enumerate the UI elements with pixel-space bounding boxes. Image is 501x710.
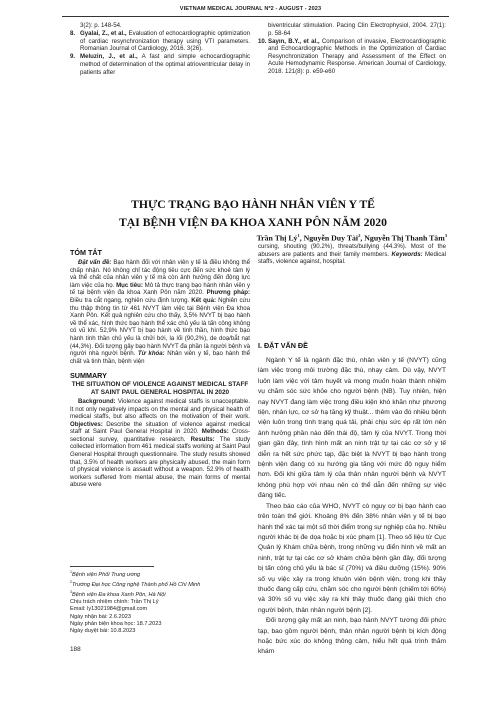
journal-running-header: VIETNAM MEDICAL JOURNAL Nº2 - AUGUST - 2023 xyxy=(179,6,322,12)
abstract-paragraph-vi xyxy=(70,259,250,365)
affiliation-marker: 3 xyxy=(444,233,447,238)
received-date: Ngày nhận bài: 2.6.2023 xyxy=(70,613,131,620)
abstract-text: Điều tra cắt ngang, nghiên cứu định lượng. xyxy=(70,296,190,304)
abstract-label: Kết quả: xyxy=(191,296,217,304)
summary-text: Cross-sectional survey, quantitative research. xyxy=(70,428,250,443)
abstract-label: Phương pháp: xyxy=(206,289,250,297)
summary-text: Describe the situation of violence against medical staff at Saint Paul General Hospital in 2020. xyxy=(70,420,250,436)
summary-label: Methods: xyxy=(201,428,229,436)
reference-authors: Sayın, B.Y., et al., xyxy=(268,37,320,45)
body-paragraph: Đối tượng gây mất an ninh, bạo hành NVYT tương đối phức tạp, bao gồm người bệnh, thân nhân người bệnh bị kích động hoặc bức xúc do không thông cảm, hiểu hết quá trình thăm khám xyxy=(258,617,446,656)
summary-label: Keywords: xyxy=(391,250,423,258)
affiliation-footnote: $^2$Trường Đại học Công nghệ Thành phố Hồ Chí Minh xyxy=(70,580,201,588)
accepted-date: Ngày duyệt bài: 10.8.2023 xyxy=(70,628,136,634)
summary-text: Violence against medical staffs is unacceptable. It not only negatively impacts on the mental and physical health of medical staffs, but also affects on the motivation of their work. xyxy=(70,397,250,421)
corresponding-author: Chịu trách nhiệm chính: Trần Thị Lý xyxy=(70,599,159,606)
author-line xyxy=(257,233,447,243)
header-rule xyxy=(62,16,449,17)
summary-label: Objectives: xyxy=(70,420,103,428)
abstract-text: Mô tả thực trạng bạo hành nhân viên y tế tại bệnh viện đa khoa Xanh Pôn năm 2020. xyxy=(70,281,251,297)
reference-number: 10. xyxy=(258,37,267,45)
references-right-column xyxy=(258,22,446,76)
summary-paragraph xyxy=(70,398,250,489)
body-paragraph: Ngành Y tế là ngành đặc thù, nhân viên y tế (NVYT) cũng làm việc trong môi trường đặc thù, nhạy cảm. Dù vậy, NVYT luôn làm việc với tâm huyết và mong muốn hoàn thành nhiệm vụ chăm sóc sức khỏe cho người bệnh (NB). Tuy nhiên, hiện nay NVYT đang làm việc trong điều kiện khó khăn như phương tiện, nhân lực, cơ sở hạ tầng kỹ thuật... thêm vào đó nhiều bệnh viện luôn trong tình trạng quá tải, phải chịu sức ép rất lớn nên ảnh hưởng phần nào đến thái độ, tâm lý của NVYT. Trong thời gian gần đây, tình hình mất an ninh trật tự tại các cơ sở y tế diễn ra hết sức phức tạp, đặc biệt là NVYT bị bạo hành trong bệnh viện đang có xu hướng gia tăng với mức độ nguy hiểm hơn. Đối khi giữa tâm lý của thân nhân người bệnh và NVYT không phù hợp với nhau nên có thể dẫn đến những sự việc đáng tiếc. xyxy=(258,357,446,500)
abstract-text: Nghiên cứu thu thập thông tin từ 461 NVYT làm việc tại Bệnh viện Đa khoa Xanh Pôn. Kết quả nghiên cứu cho thấy, 3,5% NVYT bị bạo hành về thể xác, hình thức bạo hành thể xác chủ yếu là tấn công không có vũ khí. 52,9% NVYT bị bạo hành về tinh thần, hình thức bạo hành tinh thần chủ yếu là chửi bới, la lối (90,2%), de doạ/bắt nạt (44,3%). Đối tượng gây bạo hành NVYT đa phần là người bệnh và người nhà người bệnh. xyxy=(70,296,251,358)
reference-text: A fast and simple echocardiographic method of determination of the optimal atrioventricular delay in patients after xyxy=(80,53,250,76)
review-date: Ngày phản biện khoa học: 18.7.2023 xyxy=(70,620,162,627)
reference-authors: Meluzin, J., et al., xyxy=(80,53,138,61)
summary-text: cursing, shouting (90.2%), threats/bullying (44.3%). Most of the abusers are patients and their family members. xyxy=(258,243,446,258)
affiliation-marker: 1 xyxy=(297,233,300,238)
summary-text: Medical staffs, violence against, hospital. xyxy=(258,250,446,266)
footnotes xyxy=(70,569,250,635)
abstract-column xyxy=(70,248,250,489)
reference-text: 3(2): p. 148-54. xyxy=(80,22,122,29)
article-title-line-2: TẠI BỆNH VIỆN ĐA KHOA XANH PÔN NĂM 2020 xyxy=(119,215,387,229)
author-name: Trần Thị Lý xyxy=(256,233,298,243)
abstract-text: Bạo hành đối với nhân viên y tế là điều không thể chấp nhận. Nó không chỉ tác động tiêu cực đến sức khoẻ tâm lý và thể chất của nhân viên y tế mà còn ảnh hưởng đến động lực làm việc của họ. xyxy=(70,259,250,289)
reference-number: 9. xyxy=(70,53,76,61)
article-title-line-1: THỰC TRẠNG BẠO HÀNH NHÂN VIÊN Y TẾ xyxy=(131,198,375,211)
reference-continuation xyxy=(70,22,250,30)
contact-email: Email: ly13021984@gmail.com xyxy=(70,606,148,613)
summary-title: THE SITUATION OF VIOLENCE AGAINST MEDICAL STAFF AT SAINT PAUL GENERAL HOSPITAL IN 2020 xyxy=(71,381,249,397)
abstract-label: Đặt vấn đề: xyxy=(78,259,112,266)
abstract-heading-vi: TÓM TẮT xyxy=(70,248,102,257)
reference-item xyxy=(258,38,446,76)
reference-text: Evaluation of echocardiographic optimization of cardiac resynchronization therapy using VTI parameters. Romanian Journal of Cardiology, 2016. 3(26). xyxy=(80,30,251,53)
reference-item xyxy=(70,53,250,76)
summary-label: Background: xyxy=(78,397,116,405)
body-paragraph: Theo báo cáo của WHO, NVYT có nguy cơ bị bạo hành cao trên toàn thế giới. Khoảng 8% đến 38% nhân viên y tế bị bạo hành thể xác tại một số thời điểm trong sự nghiệp của họ. Nhiều người khác bị đe dọa hoặc bị xúc phạm [1]. Theo số liệu từ Cục Quản lý Khám chữa bệnh, trong những vụ điển hình về mất an ninh, trật tự tại các cơ sở khám chữa bệnh gần đây, đối tượng bị tấn công chủ yếu là bác sĩ (70%) và điều dưỡng (15%). 90% số vụ việc xảy ra trong khuôn viên bệnh viện, trong khi thầy thuốc đang cấp cứu, chăm sóc cho người bệnh (chiếm tới 60%) và 30% số vụ việc xảy ra khi thầy thuốc đang giải thích cho người bệnh, thân nhân người bệnh [2]. xyxy=(258,502,446,614)
reference-text: Comparison of invasive, Electrocardiographic and Echocardiographic Methods in the Optimization of Cardiac Resynchronization Therapy and Assessment of the Effect on Acute Hemodynamic Response. American Journal of Cardiology, 2018. 121(8): p. e59-e60 xyxy=(268,37,446,76)
introduction-body xyxy=(258,356,446,658)
references-left-column xyxy=(70,22,250,77)
reference-text: biventricular stimulation. Pacing Clin Electrophysiol, 2004. 27(1): p. 58-64 xyxy=(268,22,446,37)
footnote-rule xyxy=(70,566,154,567)
affiliation-footnote: $^1$Bệnh viện Phổi Trung ương xyxy=(70,570,141,578)
author-name: , Nguyễn Thị Thanh Tâm xyxy=(360,233,445,243)
reference-authors: Gyalai, Z., et al., xyxy=(80,30,127,38)
reference-number: 8. xyxy=(70,30,76,38)
abstract-label: Từ khóa: xyxy=(137,350,165,358)
affiliation-footnote: $^3$Bệnh viện Đa khoa Xanh Pôn, Hà Nội xyxy=(70,590,166,598)
summary-text: The study collected information from 461 medical staffs working at Saint Paul General Hospital through questionnaire. The study results showed that, 3.5% of health workers are physically abused, the main form of physical violence is assault without a weapon. 52.9% of health workers suffered from mental abuse, the main forms of mental abuse were xyxy=(70,435,251,489)
summary-heading: SUMMARY xyxy=(70,371,107,381)
article-title xyxy=(60,196,446,231)
abstract-label: Mục tiêu: xyxy=(116,281,143,289)
author-name: , Nguyễn Duy Tài xyxy=(299,233,359,243)
abstract-text: Nhân viên y tế, bạo hành thể chất và tinh thần, bệnh viện xyxy=(70,350,250,365)
reference-continuation xyxy=(258,22,446,37)
summary-label: Results: xyxy=(190,435,215,443)
affiliation-marker: 2 xyxy=(358,233,361,238)
summary-continuation xyxy=(258,243,446,266)
section-heading-introduction: I. ĐẶT VẤN ĐỀ xyxy=(258,341,308,350)
page-number: 188 xyxy=(70,646,81,653)
reference-item xyxy=(70,30,250,53)
